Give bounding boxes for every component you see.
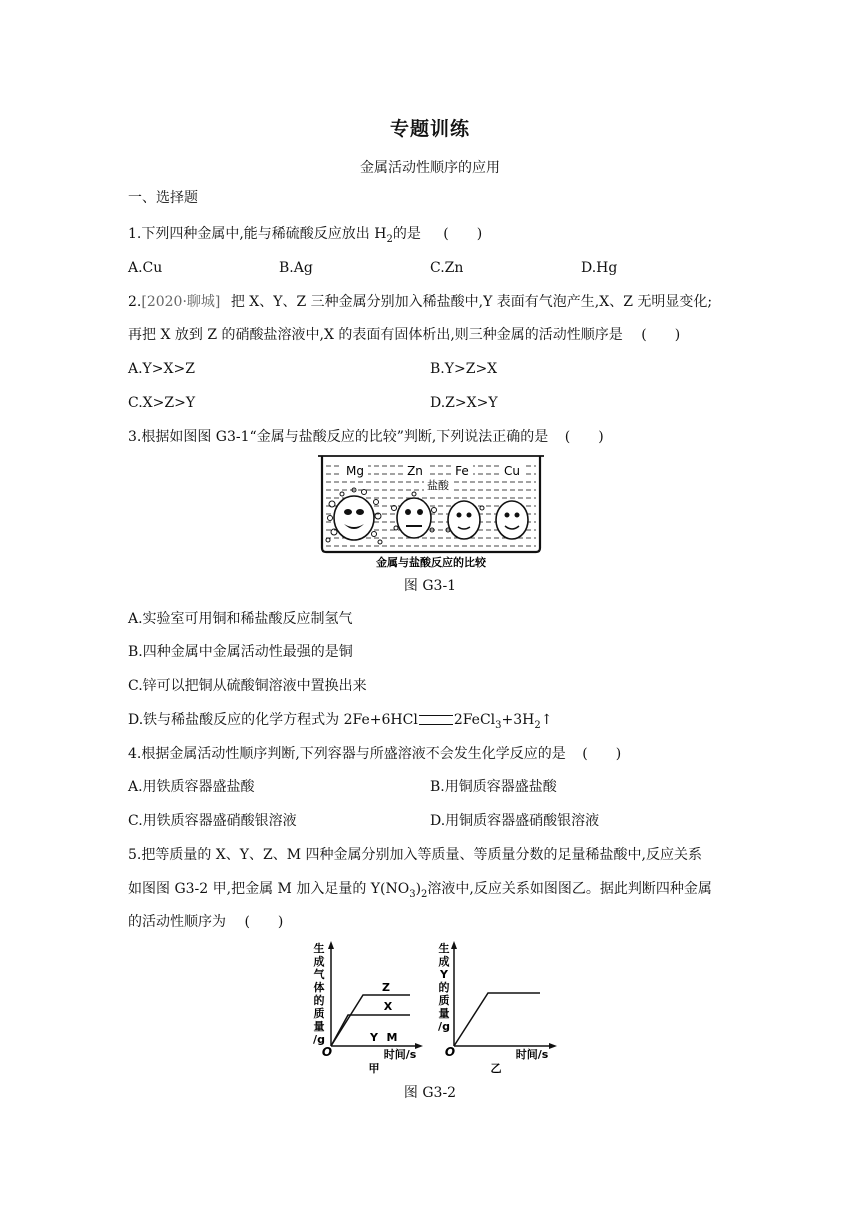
question-5-line-3: 的活动性顺序为 ( ) — [128, 914, 284, 930]
metal-label-cu: Cu — [504, 464, 520, 478]
svg-text:O: O — [444, 1045, 456, 1059]
q4-option-a: A.用铁质容器盛盐酸 — [128, 779, 255, 795]
answer-blank: ( ) — [443, 226, 483, 242]
svg-text:气: 气 — [313, 968, 325, 981]
q2-option-c: C.X>Z>Y — [128, 395, 196, 411]
svg-text:的: 的 — [313, 994, 325, 1007]
svg-text:Y: Y — [440, 968, 448, 981]
q4-option-d: D.用铜质容器盛硝酸银溶液 — [430, 813, 600, 829]
x-axis-label-jia: 时间/s — [383, 1048, 417, 1061]
question-2-line-2: 再把 X 放到 Z 的硝酸盐溶液中,X 的表面有固体析出,则三种金属的活动性顺序是 ( ) — [128, 327, 681, 343]
section-heading: 一、选择题 — [128, 190, 198, 206]
question-source: [2020·聊城] — [141, 294, 221, 310]
q3-option-a: A.实验室可用铜和稀盐酸反应制氢气 — [128, 611, 353, 627]
q1-option-c: C.Zn — [430, 260, 464, 276]
svg-text:的: 的 — [438, 981, 450, 994]
mg-character — [326, 488, 382, 544]
answer-blank: ( ) — [564, 429, 604, 445]
figure-metal-acid-beaker — [318, 452, 544, 572]
svg-text:成: 成 — [313, 955, 325, 968]
question-1-stem: 1.下列四种金属中,能与稀硫酸反应放出 $H_2$的是 ( ) — [128, 226, 483, 245]
answer-blank: ( ) — [244, 914, 284, 930]
q2-option-b: B.Y>Z>X — [430, 361, 498, 377]
svg-text:量: 量 — [313, 1020, 325, 1033]
svg-text:O: O — [321, 1045, 333, 1059]
q3-option-b: B.四种金属中金属活动性最强的是铜 — [128, 644, 353, 660]
graph-jia — [313, 941, 423, 1075]
q2-option-a: A.Y>X>Z — [128, 361, 195, 377]
fe-character — [446, 501, 484, 539]
metal-label-fe: Fe — [455, 464, 469, 478]
series-label-m: M — [386, 1031, 398, 1044]
q3-option-d: D.铁与稀盐酸反应的化学方程式为 2Fe+6HCl $2FeCl_3+3H_2↑$ — [128, 712, 553, 731]
series-label-y: Y — [370, 1031, 378, 1044]
svg-text:/g: /g — [313, 1033, 325, 1046]
question-5-line-1: 5.把等质量的 X、Y、Z、M 四种金属分别加入等质量、等质量分数的足量稀盐酸中,反应关系 — [128, 847, 702, 863]
x-axis-label-yi: 时间/s — [515, 1048, 549, 1061]
figure-caption-g3-1: 图 G3-1 — [403, 578, 457, 594]
question-5-line-2: 如图图 G3-2 甲,把金属 M 加入足量的 $Y(NO_3)_2$溶液中,反应关系如图图乙。据此判断四种金属 — [128, 881, 712, 900]
svg-text:质: 质 — [438, 994, 450, 1007]
svg-text:体: 体 — [313, 981, 325, 994]
svg-text:成: 成 — [438, 955, 450, 968]
question-3-stem: 3.根据如图图 G3-1“金属与盐酸反应的比较”判断,下列说法正确的是 ( ) — [128, 429, 604, 445]
figure-caption-g3-2: 图 G3-2 — [403, 1085, 457, 1101]
q2-option-d: D.Z>X>Y — [430, 395, 498, 411]
panel-label-yi: 乙 — [490, 1062, 502, 1075]
svg-text:质: 质 — [313, 1007, 325, 1020]
metal-label-mg: Mg — [346, 464, 364, 478]
page-subtitle: 金属活动性顺序的应用 — [360, 160, 500, 176]
answer-blank: ( ) — [582, 746, 622, 762]
q3-option-c: C.锌可以把铜从硫酸铜溶液中置换出来 — [128, 678, 367, 694]
figure-reaction-graphs — [300, 938, 570, 1076]
panel-label-jia: 甲 — [368, 1062, 380, 1075]
series-label-z: Z — [382, 981, 390, 994]
acid-label: 盐酸 — [427, 479, 449, 492]
q1-option-a: A.Cu — [128, 260, 163, 276]
svg-text:量: 量 — [438, 1007, 450, 1020]
svg-text:生: 生 — [438, 942, 450, 955]
page-title: 专题训练 — [389, 118, 470, 140]
cu-character — [496, 501, 528, 539]
q1-option-b: B.Ag — [279, 260, 313, 276]
q1-option-d: D.Hg — [581, 260, 618, 276]
figure-panel-caption: 金属与盐酸反应的比较 — [376, 556, 486, 569]
answer-blank: ( ) — [641, 327, 681, 343]
question-4-stem: 4.根据金属活动性顺序判断,下列容器与所盛溶液不会发生化学反应的是 ( ) — [128, 746, 622, 762]
svg-text:生: 生 — [313, 942, 325, 955]
graph-yi — [438, 941, 557, 1075]
series-label-x: X — [383, 1000, 393, 1013]
zn-character — [392, 492, 437, 538]
equals-sign-icon — [419, 715, 453, 725]
metal-label-zn: Zn — [407, 464, 423, 478]
q4-option-c: C.用铁质容器盛硝酸银溶液 — [128, 813, 297, 829]
question-2-line-1: 2.[2020·聊城] 把 X、Y、Z 三种金属分别加入稀盐酸中,Y 表面有气泡产生,X、Z 无明显变化; — [128, 294, 713, 310]
svg-text:/g: /g — [438, 1020, 450, 1033]
q4-option-b: B.用铜质容器盛盐酸 — [430, 779, 557, 795]
